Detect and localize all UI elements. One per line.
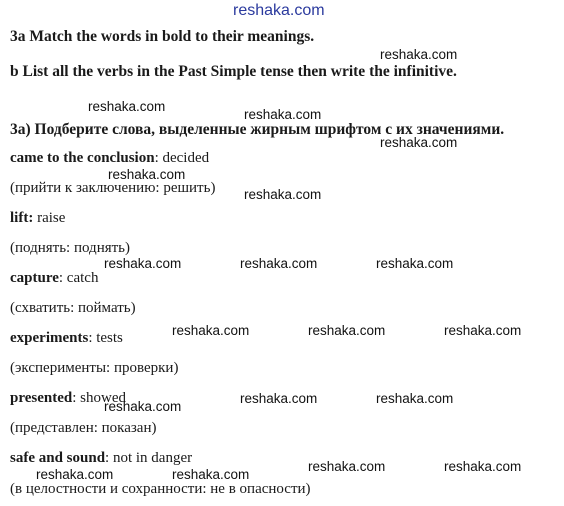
watermark: reshaka.com bbox=[244, 187, 322, 202]
entry-came-to-the-conclusion bbox=[10, 149, 209, 167]
watermark: reshaka.com bbox=[88, 99, 166, 114]
entry-translation: (в целостности и сохранности: не в опасности) bbox=[10, 481, 311, 497]
header-watermark: reshaka.com bbox=[233, 2, 325, 19]
watermark: reshaka.com bbox=[104, 399, 182, 414]
watermark: reshaka.com bbox=[244, 107, 322, 122]
watermark: reshaka.com bbox=[172, 323, 250, 338]
watermark: reshaka.com bbox=[380, 135, 458, 150]
entry-capture bbox=[10, 269, 98, 287]
entry-term: capture bbox=[10, 270, 59, 286]
watermark: reshaka.com bbox=[172, 467, 250, 482]
watermark: reshaka.com bbox=[104, 256, 182, 271]
watermark: reshaka.com bbox=[308, 323, 386, 338]
entry-term: presented bbox=[10, 390, 73, 406]
entry-safe-and-sound bbox=[10, 449, 192, 467]
watermark: reshaka.com bbox=[376, 256, 454, 271]
task-a-ru-heading: 3a) Подберите слова, выделенные жирным шрифтом с их значениями. bbox=[10, 121, 505, 138]
entry-translation: (поднять: поднять) bbox=[10, 240, 131, 256]
entry-meaning: raise bbox=[33, 210, 66, 226]
entry-term: safe and sound bbox=[10, 450, 106, 466]
watermark: reshaka.com bbox=[376, 391, 454, 406]
watermark: reshaka.com bbox=[380, 47, 458, 62]
watermark: reshaka.com bbox=[36, 467, 114, 482]
watermark: reshaka.com bbox=[444, 459, 522, 474]
watermark: reshaka.com bbox=[240, 391, 318, 406]
entry-translation: (прийти к заключению: решить) bbox=[10, 180, 216, 196]
entry-term: experiments bbox=[10, 330, 89, 346]
watermark: reshaka.com bbox=[308, 459, 386, 474]
entry-lift bbox=[10, 209, 65, 227]
entry-translation: (эксперименты: проверки) bbox=[10, 360, 179, 376]
watermark: reshaka.com bbox=[444, 323, 522, 338]
entry-experiments bbox=[10, 329, 123, 347]
task-b-heading: b List all the verbs in the Past Simple tense then write the infinitive. bbox=[10, 63, 457, 80]
watermark: reshaka.com bbox=[240, 256, 318, 271]
entry-meaning: : showed bbox=[72, 390, 126, 406]
entry-term: came to the conclusion bbox=[10, 150, 155, 166]
entry-meaning: : tests bbox=[88, 330, 123, 346]
watermark: reshaka.com bbox=[108, 167, 186, 182]
entry-meaning: : catch bbox=[58, 270, 99, 286]
task-a-heading: 3a Match the words in bold to their meanings. bbox=[10, 28, 315, 45]
entry-translation: (схватить: поймать) bbox=[10, 300, 136, 316]
entry-translation: (представлен: показан) bbox=[10, 420, 157, 436]
entry-term: lift: bbox=[10, 210, 34, 226]
entry-meaning: : not in danger bbox=[105, 450, 193, 466]
entry-meaning: : decided bbox=[154, 150, 210, 166]
